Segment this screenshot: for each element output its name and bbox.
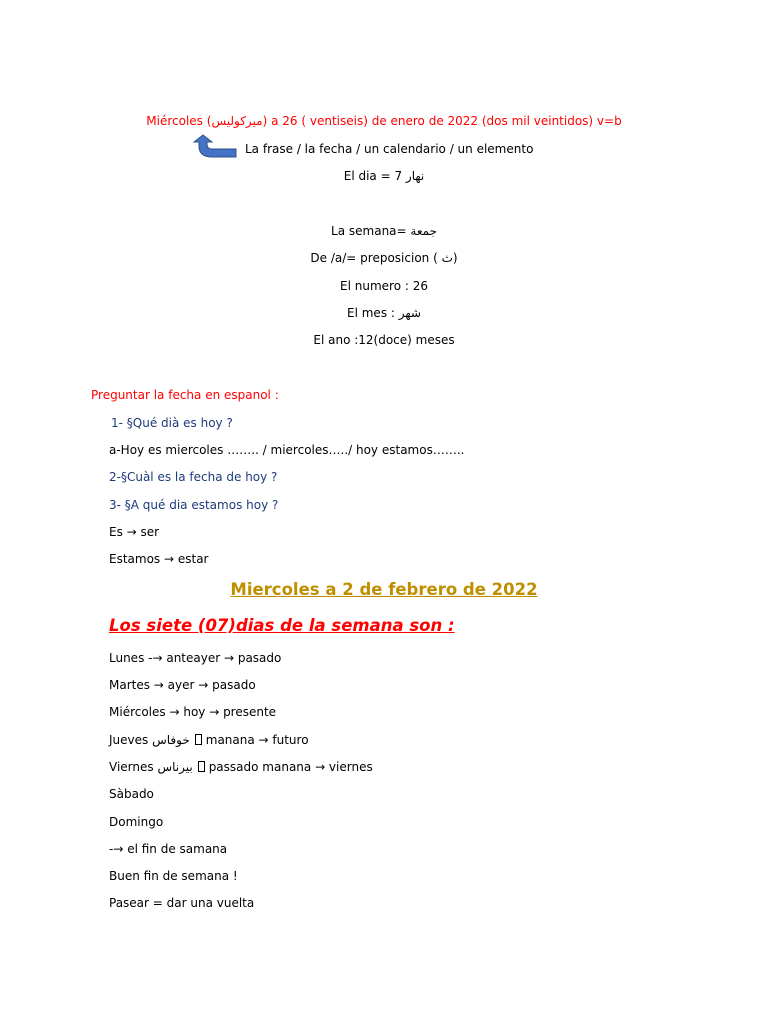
day-jueves [109,732,309,748]
vocab-numero: El numero : 26 [340,279,428,293]
day-martes: Martes → ayer → pasado [109,678,256,692]
answer-1: a-Hoy es miercoles …….. / miercoles…../ hoy estamos…….. [109,443,465,457]
fin-de-semana: -→ el fin de samana [109,842,228,856]
buen-fin: Buen fin de semana ! [109,869,238,883]
missing-glyph-box-icon [195,734,202,745]
days-heading: Los siete (07)dias de la semana son : [109,616,455,635]
curved-arrow-left-icon [192,134,238,160]
question-3: 3- §A qué dia estamos hoy ? [109,498,279,512]
day-domingo: Domingo [109,815,164,829]
estamos-estar: Estamos → estar [109,552,209,566]
question-1: 1- §Qué dià es hoy ? [111,416,233,430]
vocab-semana: La semana= جمعة [331,224,437,238]
day-miercoles: Miércoles → hoy → presente [109,705,277,719]
title-line: Miércoles (ميركوليس) a 26 ( ventiseis) de enero de 2022 (dos mil veintidos) v=b [146,114,622,128]
vocab-line: La frase / la fecha / un calendario / un elemento [245,142,534,156]
day-viernes-meaning: passado manana → viernes [208,760,373,774]
day-viernes-label: Viernes بيرناس [109,760,193,774]
vocab-preposicion: De /a/= preposicion ( ث) [310,251,458,265]
pasear: Pasear = dar una vuelta [109,896,255,910]
date-heading: Miercoles a 2 de febrero de 2022 [230,580,538,599]
vocab-mes: El mes : شهر [347,306,421,320]
day-viernes [109,759,373,775]
missing-glyph-box-icon [198,761,205,772]
day-jueves-label: Jueves خوفاس [109,733,190,747]
es-ser: Es → ser [109,525,160,539]
day-lunes: Lunes -→ anteayer → pasado [109,651,282,665]
day-jueves-meaning: manana → futuro [205,733,309,747]
vocab-dia: El dia = نهار 7 [343,169,425,183]
question-2: 2-§Cuàl es la fecha de hoy ? [109,470,278,484]
day-sabado: Sàbado [109,787,154,801]
vocab-ano: El ano :12(doce) meses [313,333,455,347]
questions-heading: Preguntar la fecha en espanol : [91,388,279,402]
